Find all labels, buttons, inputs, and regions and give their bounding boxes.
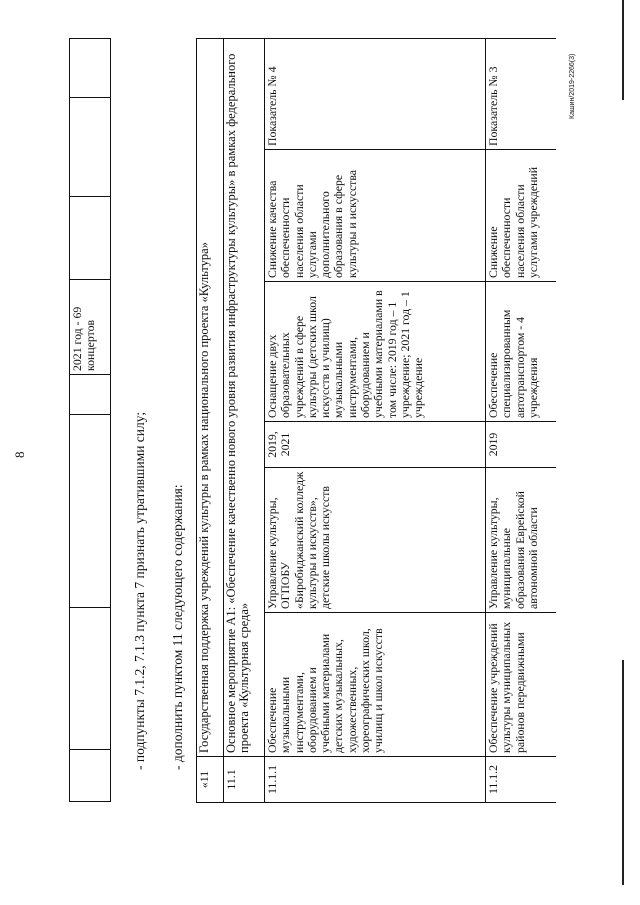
table-cell [70,375,111,415]
executor-cell: Управление культуры, муниципальные образования Еврейской автономной области [486,468,557,613]
paragraph-repeal: - подпункты 7.1.2, 7.1.3 пункта 7 признать утратившими силу; [132,411,147,770]
result-cell: Обеспечение специализированным автотранспортом - 4 учреждения [486,282,557,422]
table-cell [70,197,111,280]
table-row [265,38,486,802]
years-cell: 2019 [486,422,557,468]
main-table-wrapper [196,37,556,803]
years-cell: 2019, 2021 [265,422,486,468]
previous-table-tail [69,38,111,802]
section-title: Государственная поддержка учреждений культуры в рамках национального проекта «Культура» [197,38,224,756]
description-cell: Обеспечение учреждений культуры муниципальных районов передвижными [486,613,557,757]
page-number: 8 [12,451,27,458]
table-cell: 2021 год - 69 концертов [70,280,111,375]
activity-title: Основное мероприятие А1: «Обеспечение качественно нового уровня развития инфраструктуры культуры» в рамках федерального проекта «Культурная среда» [224,38,265,756]
table-cell [70,39,111,98]
description-cell: Обеспечение музыкальными инструментами, оборудованием и учебными материалами детских музыкальных, художественных, хореографических школ, училищ и школ искусств [265,613,486,757]
effect-cell: Снижение обеспеченности населения области услугами учреждений [486,150,557,282]
row-number: 11.1.1 [265,757,486,803]
table-cell [70,98,111,197]
effect-cell: Снижение качества обеспеченности населения области услугами дополнительного образования в сфере культуры и искусства [265,150,486,282]
indicator-cell: Показатель № 3 [486,38,557,149]
table-cell [70,750,111,802]
table-row [224,38,265,802]
document-footer-code: Кашин/2019-2266(3) [569,53,576,119]
table-row [486,38,557,802]
executor-cell: Управление культуры, ОГПОБУ «Биробиджанский колледж культуры и искусств», детские школы искусств [265,468,486,613]
indicator-cell: Показатель № 4 [265,38,486,149]
main-table [196,38,556,803]
result-cell: Оснащение двух образовательных учреждений в сфере культуры (детских школ искусств и училищ) музыкальными инструментами, оборудованием и учебными материалами в том числе: 2019 год – 1 учреждение; 2021 год – 1 учреждение [265,282,486,422]
row-number: 11.1.2 [486,757,557,803]
row-number: «11 [197,757,224,803]
table-cell [70,608,111,750]
row-number: 11.1 [224,757,265,803]
table-cell [70,415,111,608]
table-row [197,38,224,802]
paragraph-add: - дополнить пунктом 11 следующего содержания: [170,484,185,770]
